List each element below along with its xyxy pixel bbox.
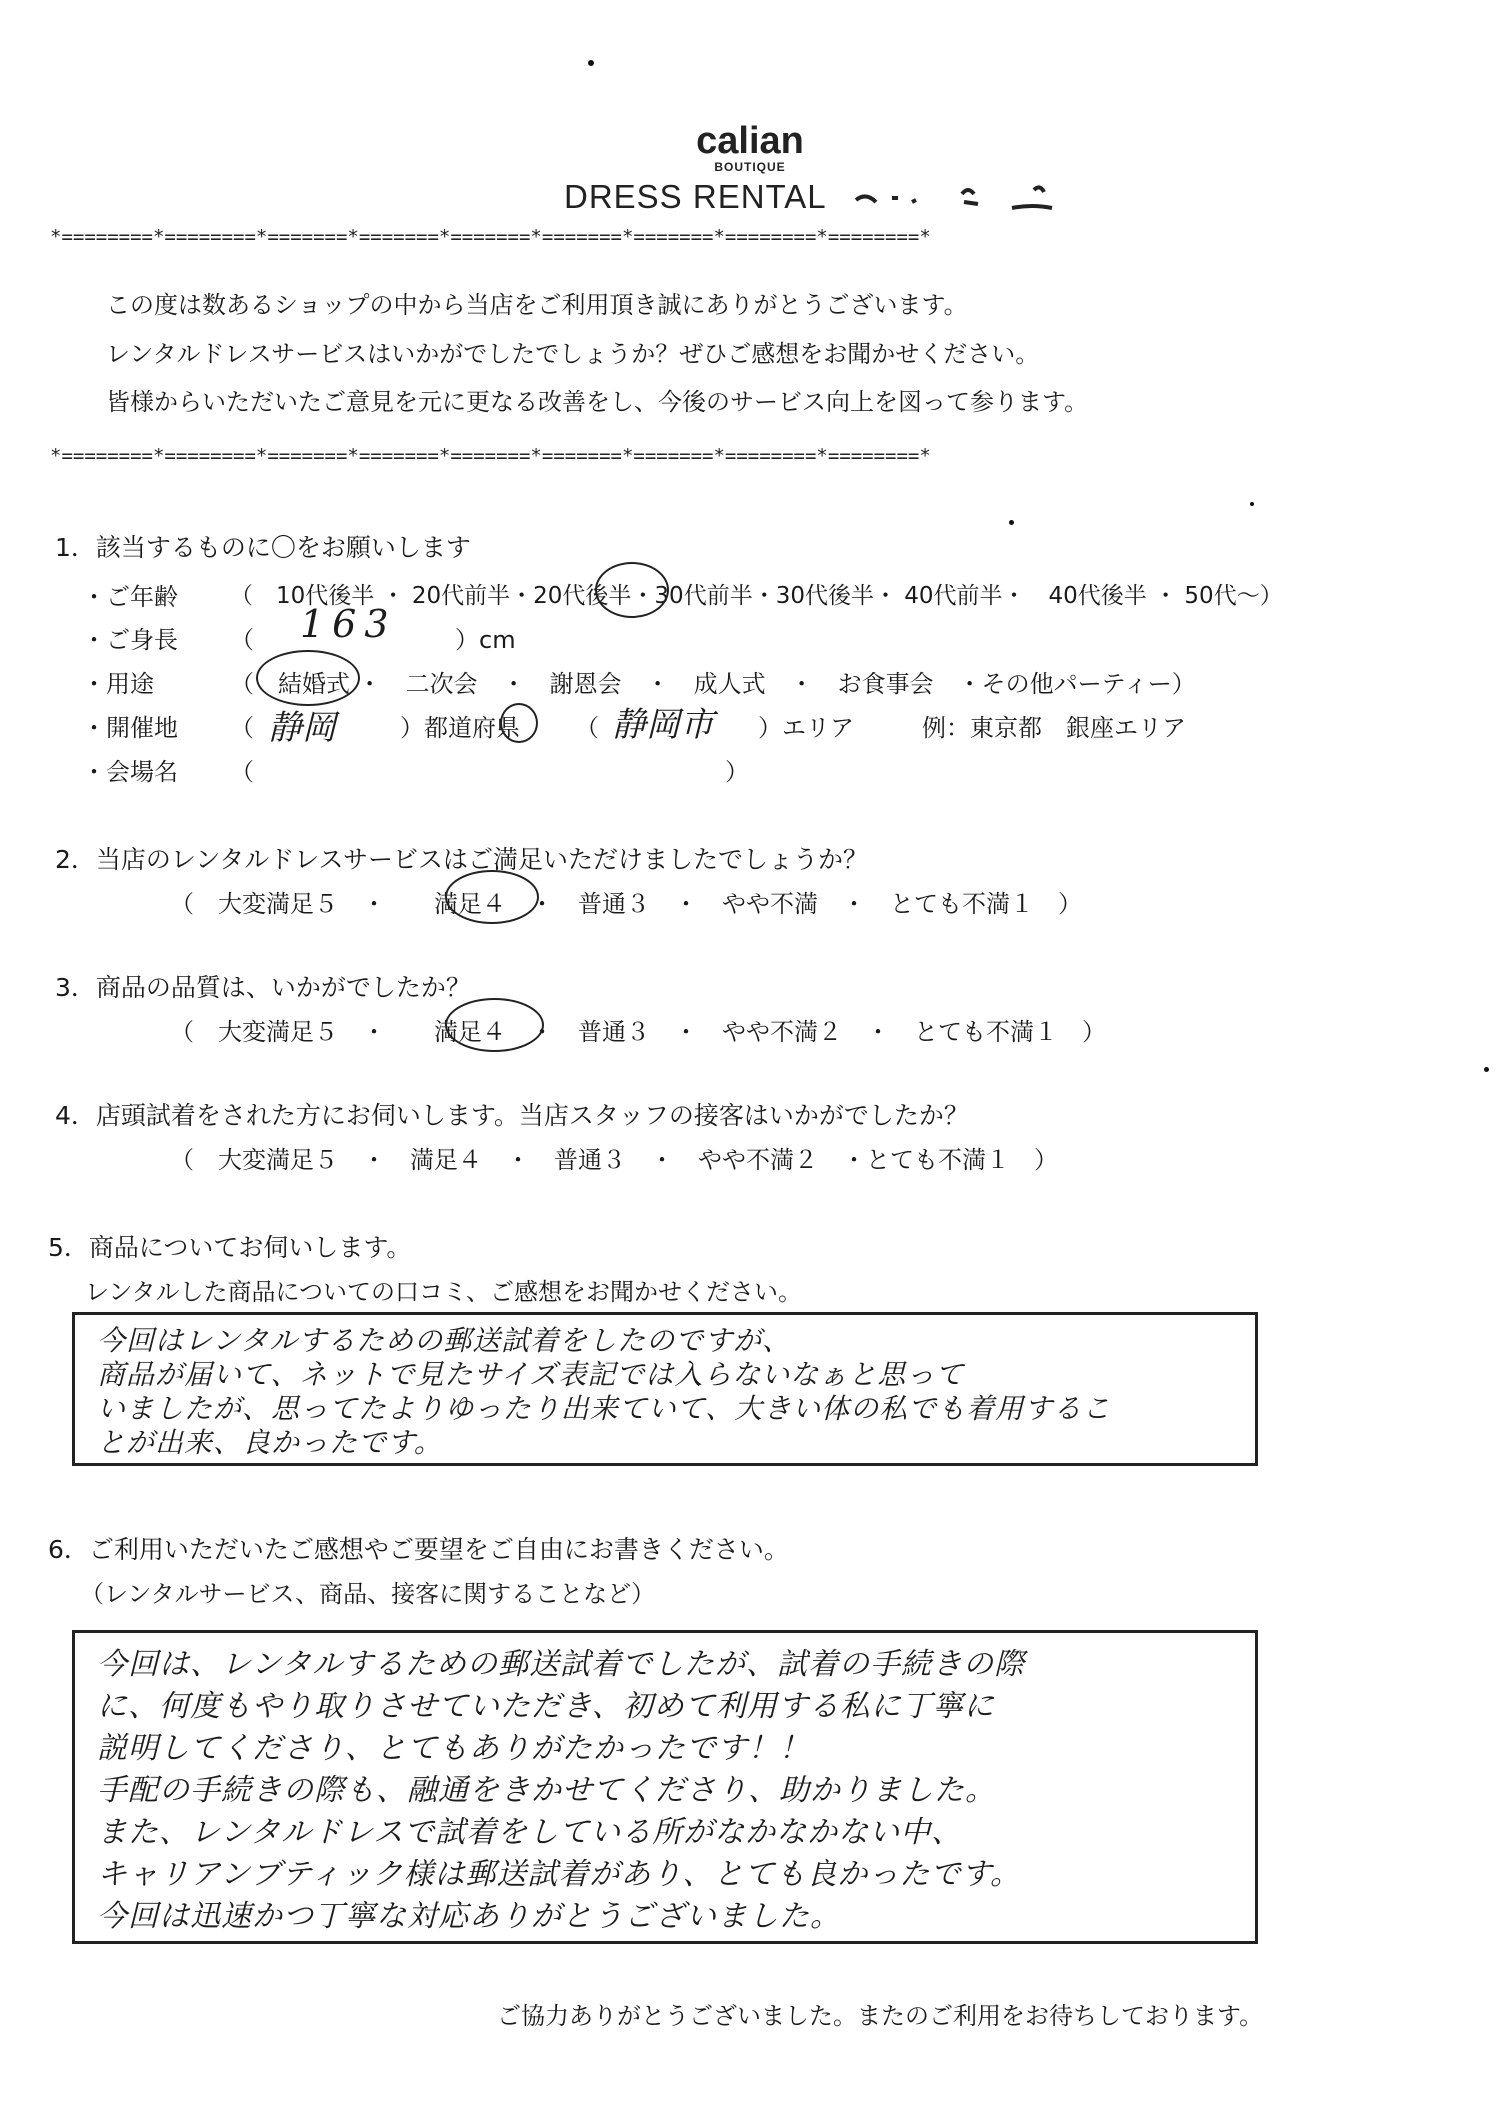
q5-answer-line: 商品が届いて、ネットで見たサイズ表記では入らないなぁと思って xyxy=(97,1358,965,1391)
venue-pref-open: （ xyxy=(230,714,254,742)
q1-title: 1．該当するものに〇をお願いします xyxy=(55,533,471,562)
q6-answer-line: 説明してくださり、とてもありがたかったです！！ xyxy=(97,1731,810,1766)
service-title: DRESS RENTAL xyxy=(564,178,827,215)
q5-answer-line: 今回はレンタルするための郵送試着をしたのですが、 xyxy=(97,1324,792,1357)
height-open: （ xyxy=(230,626,254,654)
q6-answer-line: 手配の手続きの際も、融通をきかせてくださり、助かりました。 xyxy=(97,1773,996,1808)
q6-answer-line: 今回は迅速かつ丁寧な対応ありがとうございました。 xyxy=(97,1899,841,1934)
scan-speck xyxy=(1250,502,1254,506)
q6-answer-line: 今回は、レンタルするための郵送試着でしたが、試着の手続きの際 xyxy=(97,1647,1026,1682)
q2-options: （ 大変満足５ ・ 満足４ ・ 普通３ ・ やや不満 ・ とても不満１ ） xyxy=(170,890,1082,918)
divider-top: *========*========*=======*=======*=======*=======*=======*========*========* xyxy=(50,226,931,248)
q6-title: 6．ご利用いただいたご感想やご要望をご自由にお書きください。 xyxy=(48,1535,789,1564)
divider-bottom: *========*========*=======*=======*=======*=======*=======*========*========* xyxy=(50,445,931,467)
q4-options: （ 大変満足５ ・ 満足４ ・ 普通３ ・ やや不満２ ・とても不満１ ） xyxy=(170,1146,1058,1174)
q3-options: （ 大変満足５ ・ 満足４ ・ 普通３ ・ やや不満２ ・ とても不満１ ） xyxy=(170,1018,1106,1046)
q5-answer-line: とが出来、良かったです。 xyxy=(97,1426,443,1459)
intro-line-1: この度は数あるショップの中から当店をご利用頂き誠にありがとうございます。 xyxy=(106,291,968,319)
purpose-label: ・用途 xyxy=(82,670,154,698)
purpose-options: （ 結婚式 ・ 二次会 ・ 謝恩会 ・ 成人式 ・ お食事会 ・その他パーティー） xyxy=(230,670,1196,698)
hall-close: ） xyxy=(725,758,749,786)
brand-subtitle: BOUTIQUE xyxy=(714,160,786,174)
height-unit: ）cm xyxy=(455,626,516,654)
age-label: ・ご年齢 xyxy=(82,583,178,611)
q5-answer-box xyxy=(72,1312,1258,1466)
redacted-scribble xyxy=(852,180,1092,216)
scan-speck xyxy=(588,60,594,66)
q3-title: 3．商品の品質は、いかがでしたか？ xyxy=(55,973,471,1002)
age-options: （ 10代後半 ・ 20代前半・20代後半・30代前半・30代後半・ 40代前半・ 40代後半 ・ 50代～） xyxy=(230,583,1283,609)
intro-line-3: 皆様からいただいたご意見を元に更なる改善をし、今後のサービス向上を図って参ります。 xyxy=(106,388,1089,416)
intro-line-2: レンタルドレスサービスはいかがでしたでしょうか？ぜひご感想をお聞かせください。 xyxy=(106,340,1040,368)
brand-logo: calian xyxy=(696,120,804,162)
q6-answer-line: また、レンタルドレスで試着をしている所がなかなかない中、 xyxy=(97,1815,963,1850)
venue-pref-circle xyxy=(500,703,538,743)
q6-answer-box xyxy=(72,1630,1258,1944)
q3-selected-circle xyxy=(445,998,544,1052)
hall-open: （ xyxy=(230,758,254,786)
venue-pref-close: ）都道府県 xyxy=(400,714,520,742)
scan-speck xyxy=(1484,1067,1489,1072)
q6-answer-line: キャリアンブティック様は郵送試着があり、とても良かったです。 xyxy=(97,1857,1021,1892)
height-label: ・ご身長 xyxy=(82,626,178,654)
q6-answer-line: に、何度もやり取りさせていただき、初めて利用する私に丁寧に xyxy=(97,1689,995,1724)
q2-title: 2．当店のレンタルドレスサービスはご満足いただけましたでしょうか？ xyxy=(55,845,869,874)
scan-speck xyxy=(1009,520,1014,525)
closing-message: ご協力ありがとうございました。またのご利用をお待ちしております。 xyxy=(497,2002,1264,2030)
hall-label: ・会場名 xyxy=(82,758,178,786)
q6-subtitle: （レンタルサービス、商品、接客に関することなど） xyxy=(80,1580,656,1608)
age-selected-circle xyxy=(595,562,669,618)
q5-subtitle: レンタルした商品についての口コミ、ご感想をお聞かせください。 xyxy=(85,1278,802,1306)
q5-title: 5．商品についてお伺いします。 xyxy=(48,1233,412,1262)
q2-selected-circle xyxy=(445,870,539,924)
height-value: 163 xyxy=(300,602,397,646)
venue-area-close: ）エリア xyxy=(758,714,854,742)
venue-pref-value: 静岡 xyxy=(268,708,336,748)
q5-answer-line: いましたが、思ってたよりゆったり出来ていて、大きい体の私でも着用するこ xyxy=(97,1392,1112,1425)
q4-title: 4．店頭試着をされた方にお伺いします。当店スタッフの接客はいかがでしたか？ xyxy=(55,1101,969,1130)
venue-area-open: （ xyxy=(575,714,599,742)
venue-area-value: 静岡市 xyxy=(612,705,714,745)
venue-label: ・開催地 xyxy=(82,714,178,742)
purpose-selected-circle xyxy=(256,650,360,706)
venue-example: 例：東京都 銀座エリア xyxy=(922,714,1186,742)
